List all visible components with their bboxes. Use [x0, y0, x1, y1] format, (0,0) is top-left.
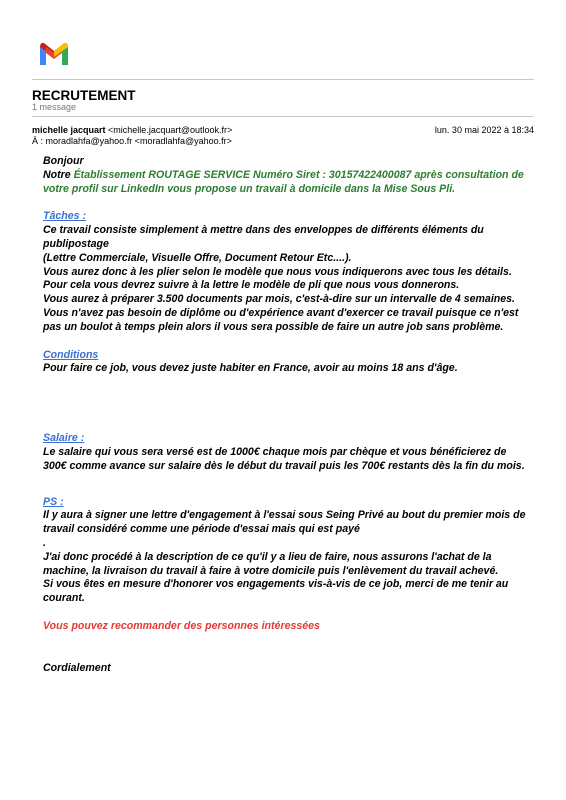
gmail-logo-icon — [38, 41, 70, 65]
salaire-text: Le salaire qui vous sera versé est de 1000€ chaque mois par chèque et vous bénéficierez de 300€ comme avance sur salaire dès le début du travail puis les 700€ restants dès la fin du mois. — [43, 445, 525, 472]
ps-description: J'ai donc procédé à la description de ce qu'il y a lieu de faire, nous assurons l'achat de la machine, la livraison du travail à faire à votre domicile puis l'enlèvement du travail achevé. — [43, 550, 499, 577]
sender-email[interactable]: <michelle.jacquart@outlook.fr> — [108, 125, 233, 135]
ps-request: Si vous êtes en mesure d'honorer vos engagements vis-à-vis de ce job, merci de me tenir au courant. — [43, 578, 509, 605]
ps-heading: PS : — [43, 495, 64, 508]
email-date: lun. 30 mai 2022 à 18:34 — [434, 125, 534, 135]
sender-line — [32, 125, 232, 135]
recommend-text: Vous pouvez recommander des personnes intéressées — [43, 619, 320, 632]
recipient-line: À : moradlahfa@yahoo.fr <moradlahfa@yahoo.fr> — [32, 136, 232, 146]
conditions-heading: Conditions — [43, 348, 99, 361]
ps-dot: . — [43, 536, 46, 549]
email-subject: RECRUTEMENT — [32, 88, 136, 103]
subject-divider — [32, 116, 534, 117]
taches-line: (Lettre Commerciale, Visuelle Offre, Document Retour Etc....). — [43, 251, 352, 264]
salaire-heading: Salaire : — [43, 432, 85, 445]
intro-paragraph: Notre Établissement ROUTAGE SERVICE Numéro Siret : 30157422400087 après consultation de votre profil sur LinkedIn vous propose un travail à domicile dans la Mise Sous Pli. — [43, 168, 524, 195]
sender-name: michelle jacquart — [32, 125, 106, 135]
header-divider — [32, 79, 534, 80]
company-intro: Établissement ROUTAGE SERVICE Numéro Siret : 30157422400087 après consultation de votre profil sur LinkedIn vous propose un travail à domicile dans la Mise Sous Pli. — [43, 168, 524, 195]
taches-heading: Tâches : — [43, 210, 86, 223]
greeting: Bonjour — [43, 155, 84, 167]
taches-line: Ce travail consiste simplement à mettre dans des enveloppes de différents éléments du publipostage — [43, 224, 484, 250]
taches-line: Vous aurez donc à les plier selon le modèle que nous vous indiquerons avec tous les détails. — [43, 265, 512, 278]
email-body — [43, 155, 528, 676]
taches-line: Pour cela vous devrez suivre à la lettre le modèle de pli que nous vous donnerons. — [43, 279, 460, 292]
closing: Cordialement — [43, 661, 111, 674]
message-count: 1 message — [32, 102, 77, 112]
ps-engagement: Il y aura à signer une lettre d'engagement à l'essai sous Seing Privé au bout du premier mois de travail considéré comme une période d'essai mais qui est payé — [43, 509, 526, 536]
taches-line: Vous aurez à préparer 3.500 documents par mois, c'est-à-dire sur un intervalle de 4 semaines. — [43, 293, 515, 306]
conditions-text: Pour faire ce job, vous devez juste habiter en France, avoir au moins 18 ans d'âge. — [43, 362, 458, 375]
taches-line: Vous n'avez pas besoin de diplôme ou d'expérience avant d'exercer ce travail puisque ce n'est pas un boulot à temps plein alors il vous sera possible de faire un autre job sans problème. — [43, 306, 519, 333]
